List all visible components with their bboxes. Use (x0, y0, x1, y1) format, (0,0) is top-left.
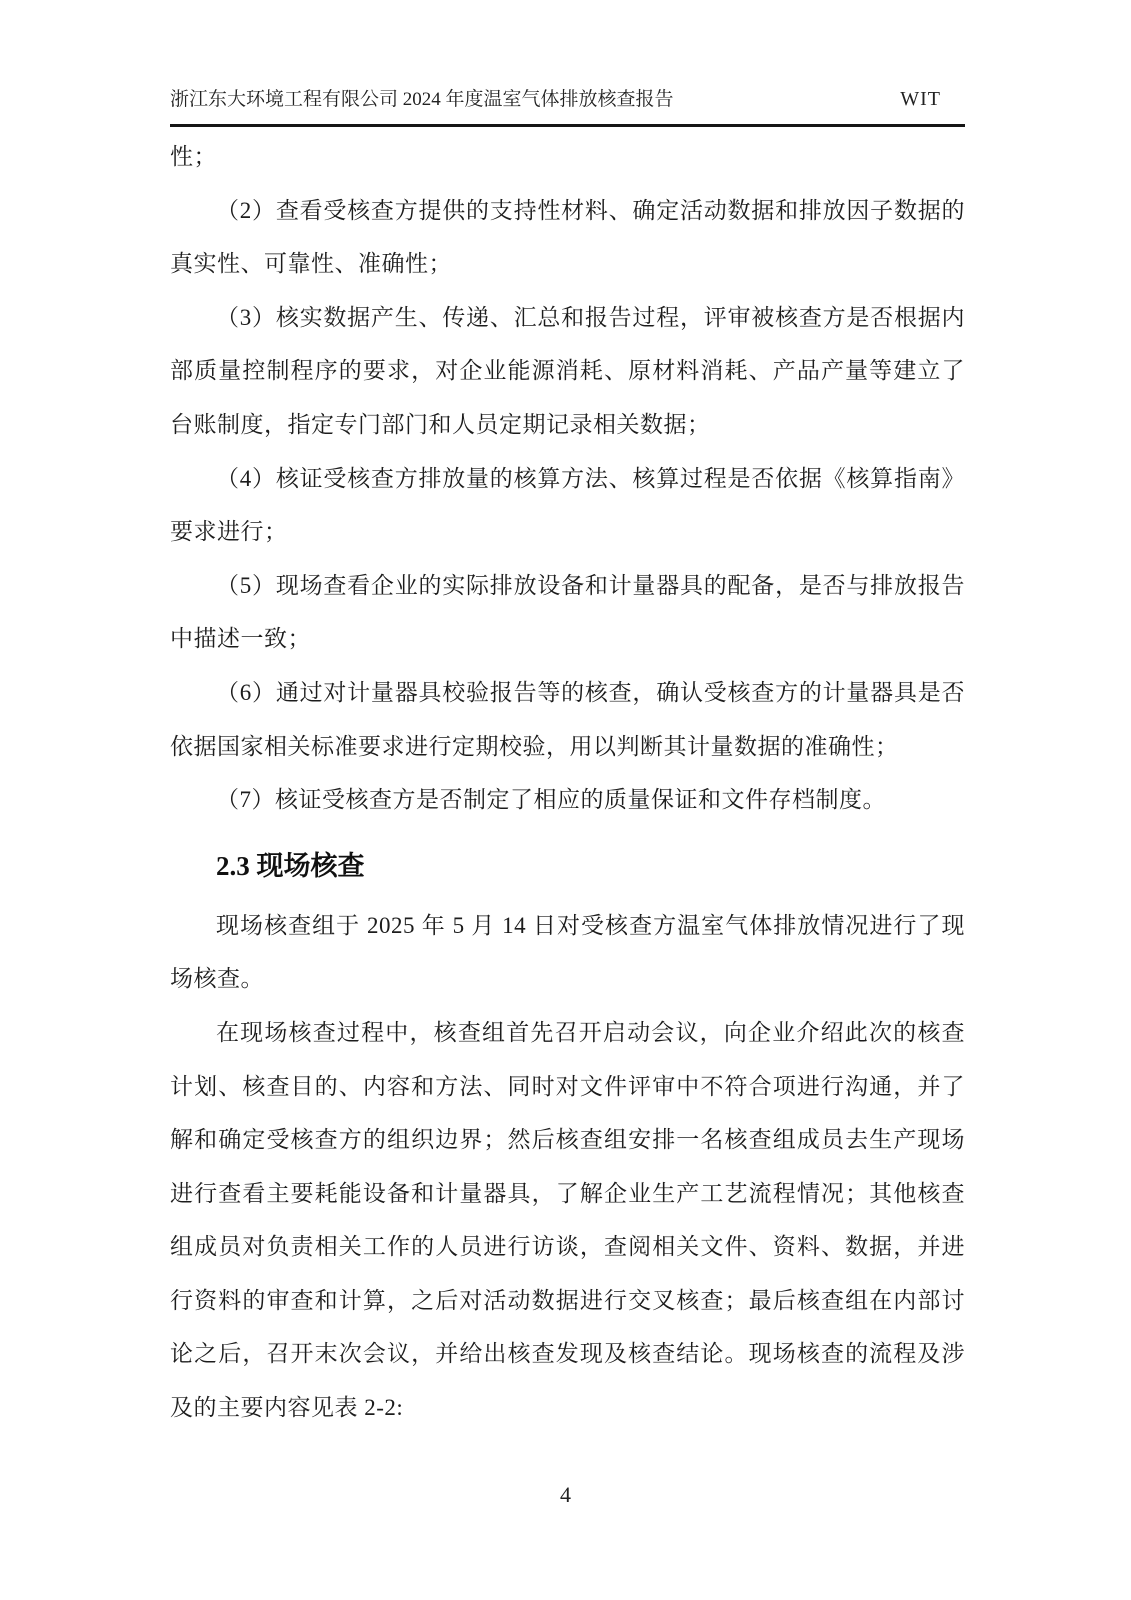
list-item-6: （6）通过对计量器具校验报告等的核查，确认受核查方的计量器具是否依据国家相关标准要求进行定期校验，用以判断其计量数据的准确性； (170, 679, 965, 759)
section-paragraph-2: 在现场核查过程中，核查组首先召开启动会议，向企业介绍此次的核查计划、核查目的、内容和方法、同时对文件评审中不符合项进行沟通，并了解和确定受核查方的组织边界；然后核查组安排一名核查组成员去生产现场进行查看主要耗能设备和计量器具，了解企业生产工艺流程情况；其他核查组成员对负责相关工作的人员进行访谈，查阅相关文件、资料、数据，并进行资料的审查和计算，之后对活动数据进行交叉核查；最后核查组在内部讨论之后，召开末次会议，并给出核查发现及核查结论。现场核查的流程及涉及的主要内容见表 2-2: (170, 1019, 965, 1421)
section-heading-2-3: 2.3 现场核查 (216, 850, 365, 881)
header-rule (170, 124, 965, 127)
list-item-7: （7）核证受核查方是否制定了相应的质量保证和文件存档制度。 (216, 787, 886, 813)
section-paragraph-1: 现场核查组于 2025 年 5 月 14 日对受核查方温室气体排放情况进行了现场核查。 (170, 912, 965, 992)
list-item-2: （2）查看受核查方提供的支持性材料、确定活动数据和排放因子数据的真实性、可靠性、准确性； (170, 197, 965, 277)
page-header (170, 84, 965, 127)
list-item-3: （3）核实数据产生、传递、汇总和报告过程，评审被核查方是否根据内部质量控制程序的要求，对企业能源消耗、原材料消耗、产品产量等建立了台账制度，指定专门部门和人员定期记录相关数据； (170, 304, 965, 437)
header-title: 浙江东大环境工程有限公司 2024 年度温室气体排放核查报告 (170, 89, 674, 110)
document-body (170, 130, 965, 1435)
page-footer (0, 1482, 1131, 1508)
header-row (170, 84, 965, 111)
list-item-5: （5）现场查看企业的实际排放设备和计量器具的配备，是否与排放报告中描述一致； (170, 572, 965, 652)
list-item-4: （4）核证受核查方排放量的核算方法、核算过程是否依据《核算指南》要求进行； (170, 465, 965, 545)
header-brand-logo: WIT (900, 88, 941, 110)
page-number: 4 (560, 1482, 571, 1507)
paragraph-continuation: 性； (170, 144, 217, 169)
